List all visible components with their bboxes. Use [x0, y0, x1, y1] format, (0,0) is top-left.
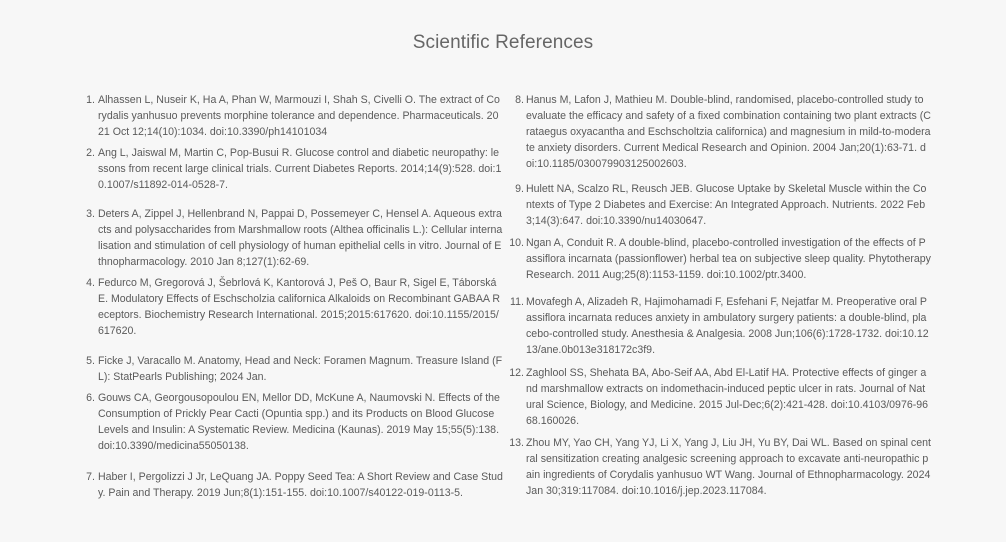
reference-text: Haber I, Pergolizzi J Jr, LeQuang JA. Poppy Seed Tea: A Short Review and Case Study. Pain and Therapy. 2019 Jun;8(1):151-155. doi:10.1007/s40122-019-0113-5. — [98, 471, 503, 499]
reference-number: 9. — [515, 183, 524, 195]
reference-text: Ficke J, Varacallo M. Anatomy, Head and Neck: Foramen Magnum. Treasure Island (FL): StatPearls Publishing; 2024 Jan. — [98, 355, 503, 383]
reference-text: Alhassen L, Nuseir K, Ha A, Phan W, Marmouzi I, Shah S, Civelli O. The extract of Corydalis yanhusuo prevents morphine tolerance and dependence. Pharmaceuticals. 2021 Oct 12;14(10):1034. doi:10.3390/ph14101034 — [98, 94, 500, 138]
reference-number: 6. — [86, 392, 95, 404]
reference-number: 4. — [86, 277, 95, 289]
reference-item-11 — [510, 295, 931, 359]
reference-text: Zaghlool SS, Shehata BA, Abo-Seif AA, Abd El-Latif HA. Protective effects of ginger and marshmallow extracts on indomethacin-induced peptic ulcer in rats. Journal of Natural Science, Biology, and Medicine. 2015 Jul-Dec;6(2):421-428. doi:10.4103/0976-9668.160026. — [526, 367, 929, 427]
reference-item-6 — [86, 391, 503, 455]
reference-item-1 — [86, 93, 503, 141]
reference-text: Zhou MY, Yao CH, Yang YJ, Li X, Yang J, Liu JH, Yu BY, Dai WL. Based on spinal central sensitization creating analgesic screening approach to excavate anti-neuropathic pain ingredients of Corydalis yanhusuo WT Wang. Journal of Ethnopharmacology. 2024 Jan 30;319:117084. doi:10.1016/j.jep.2023.117084. — [526, 437, 931, 497]
reference-number: 12. — [509, 367, 524, 379]
reference-number: 3. — [86, 208, 95, 220]
reference-number: 11. — [510, 296, 524, 308]
reference-number: 7. — [86, 471, 95, 483]
reference-item-7 — [86, 470, 503, 502]
reference-text: Ngan A, Conduit R. A double-blind, placebo-controlled investigation of the effects of Passiflora incarnata (passionflower) herbal tea on subjective sleep quality. Phytotherapy Research. 2011 Aug;25(8):1153-1159. doi:10.1002/ptr.3400. — [526, 237, 931, 281]
reference-item-12 — [509, 366, 931, 430]
reference-number: 10. — [509, 237, 524, 249]
reference-item-8 — [515, 93, 931, 173]
reference-number: 1. — [86, 94, 95, 106]
reference-item-10 — [509, 236, 931, 284]
reference-text: Fedurco M, Gregorová J, Šebrlová K, Kantorová J, Peš O, Baur R, Sigel E, Táborská E. Modulatory Effects of Eschscholzia californica Alkaloids on Recombinant GABAA Receptors. Biochemistry Research International. 2015;2015:617620. doi:10.1155/2015/617620. — [98, 277, 500, 337]
reference-item-5 — [86, 354, 503, 386]
reference-number: 13. — [509, 437, 524, 449]
reference-item-4 — [86, 276, 503, 340]
reference-text: Ang L, Jaiswal M, Martin C, Pop-Busui R. Glucose control and diabetic neuropathy: lessons from recent large clinical trials. Current Diabetes Reports. 2014;14(9):528. doi:10.1007/s11892-014-0528-7. — [98, 147, 502, 191]
reference-text: Deters A, Zippel J, Hellenbrand N, Pappai D, Possemeyer C, Hensel A. Aqueous extracts and polysaccharides from Marshmallow roots (Althea officinalis L.): Cellular internalisation and stimulation of cell physiology of human epithelial cells in vitro. Journal of Ethnopharmacology. 2010 Jan 8;127(1):62-69. — [98, 208, 503, 268]
reference-text: Hulett NA, Scalzo RL, Reusch JEB. Glucose Uptake by Skeletal Muscle within the Contexts of Type 2 Diabetes and Exercise: An Integrated Approach. Nutrients. 2022 Feb 3;14(3):647. doi:10.3390/nu14030647. — [526, 183, 927, 227]
reference-item-2 — [86, 146, 503, 194]
reference-item-3 — [86, 207, 503, 271]
reference-item-13 — [509, 436, 931, 500]
reference-number: 5. — [86, 355, 95, 367]
reference-text: Hanus M, Lafon J, Mathieu M. Double-blind, randomised, placebo-controlled study to evaluate the efficacy and safety of a fixed combination containing two plant extracts (Crataegus oxyacantha and Eschscholtzia californica) and magnesium in mild-to-moderate anxiety disorders. Current Medical Research and Opinion. 2004 Jan;20(1):63-71. doi:10.1185/030079903125002603. — [526, 94, 931, 170]
page-title: Scientific References — [412, 32, 594, 53]
reference-number: 2. — [86, 147, 95, 159]
reference-number: 8. — [515, 94, 524, 106]
reference-text: Movafegh A, Alizadeh R, Hajimohamadi F, Esfehani F, Nejatfar M. Preoperative oral Passiflora incarnata reduces anxiety in ambulatory surgery patients: a double-blind, placebo-controlled study. Anesthesia & Analgesia. 2008 Jun;106(6):1728-1732. doi:10.1213/ane.0b013e318172c3f9. — [526, 296, 929, 356]
reference-text: Gouws CA, Georgousopoulou EN, Mellor DD, McKune A, Naumovski N. Effects of the Consumption of Prickly Pear Cacti (Opuntia spp.) and its Products on Blood Glucose Levels and Insulin: A Systematic Review. Medicina (Kaunas). 2019 May 15;55(5):138. doi:10.3390/medicina55050138. — [98, 392, 500, 452]
reference-item-9 — [515, 182, 931, 230]
